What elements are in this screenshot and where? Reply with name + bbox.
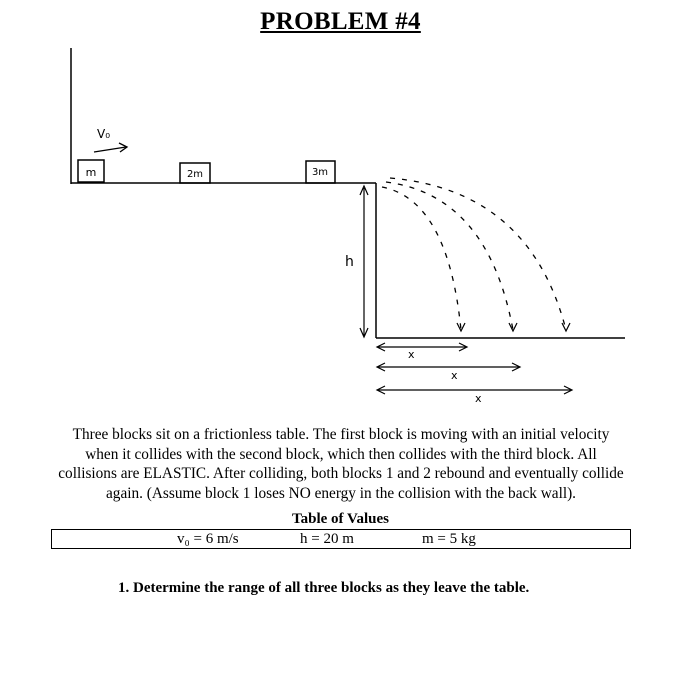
values-table (51, 529, 631, 549)
value-velocity: v₀ = 6 m/s (177, 531, 239, 547)
range-label-1: x (408, 348, 415, 361)
block-1-label: m (85, 166, 97, 179)
range-label-3: x (475, 392, 482, 405)
trajectory-3 (390, 178, 566, 330)
trajectory-1 (382, 187, 461, 330)
table-title: Table of Values (292, 511, 389, 527)
trajectory-3-arrowhead (562, 323, 570, 331)
page-title: PROBLEM #4 (260, 8, 421, 35)
question-1: 1. Determine the range of all three blocks as they leave the table. (118, 580, 530, 596)
trajectory-2 (386, 182, 513, 330)
velocity-label: V₀ (97, 127, 111, 141)
height-label: h (345, 254, 354, 270)
value-mass: m = 5 kg (422, 531, 476, 547)
block-2-label: 2m (186, 169, 204, 180)
block-3-label: 3m (311, 167, 329, 178)
problem-description: Three blocks sit on a frictionless table. The first block is moving with an initial velocity when it collides with the second block, which then collides with the third block. All collisions are ELASTIC. After colliding, both blocks 1 and 2 rebound and eventually collide again. (Assume block 1 loses NO energy in the collision with the back wall). (58, 426, 624, 502)
value-height: h = 20 m (300, 531, 354, 547)
range-label-2: x (451, 369, 458, 382)
